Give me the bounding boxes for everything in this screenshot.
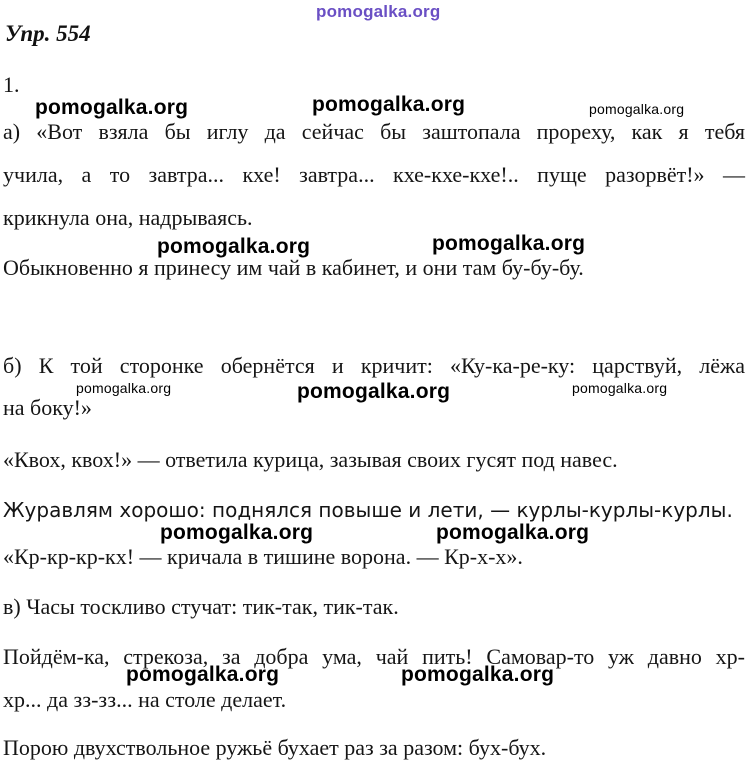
text-line: крикнула она, надрываясь. [3, 205, 253, 230]
watermark: pomogalka.org [126, 663, 280, 686]
text-line: учила, а то завтра... кхе! завтра... кхе-кхе-кхе!.. пуще разорвёт!» — [3, 162, 745, 187]
watermark: pomogalka.org [157, 235, 311, 258]
watermark: pomogalka.org [160, 521, 314, 544]
text-line: Порою двухствольное ружьё бухает раз за разом: бух-бух. [3, 735, 547, 760]
text-line: б) К той сторонке обернётся и кричит: «Ку-ка-ре-ку: царствуй, лёжа [3, 353, 745, 378]
watermark-top: pomogalka.org [316, 2, 441, 21]
watermark: pomogalka.org [401, 663, 555, 686]
text-line: «Квох, квох!» — ответила курица, зазывая своих гусят под навес. [3, 447, 618, 472]
watermark: pomogalka.org [312, 93, 466, 116]
text-line: хр... да зз-зз... на столе делает. [3, 687, 287, 712]
text-line: в) Часы тоскливо стучат: тик-так, тик-так. [3, 594, 399, 619]
watermark: pomogalka.org [589, 101, 685, 117]
exercise-title: Упр. 554 [5, 21, 91, 46]
watermark: pomogalka.org [297, 380, 451, 403]
text-line: а) «Вот взяла бы иглу да сейчас бы заштопала прореху, как я тебя [3, 119, 745, 144]
exercise-number: 1. [3, 72, 20, 97]
watermark: pomogalka.org [572, 380, 668, 396]
watermark: pomogalka.org [76, 380, 172, 396]
text-line: «Кр-кр-кр-кх! — кричала в тишине ворона. — Кр-х-х». [3, 544, 523, 569]
text-line: Пойдём-ка, стрекоза, за добра ума, чай пить! Самовар-то уж давно хр- [3, 644, 745, 669]
text-line: Журавлям хорошо: поднялся повыше и лети, — курлы-курлы-курлы. [3, 498, 733, 522]
watermark: pomogalka.org [436, 521, 590, 544]
watermark: pomogalka.org [35, 96, 189, 119]
text-line: Обыкновенно я принесу им чай в кабинет, и они там бу-бу-бу. [3, 255, 584, 280]
watermark: pomogalka.org [432, 232, 586, 255]
text-line: на боку!» [3, 395, 92, 420]
